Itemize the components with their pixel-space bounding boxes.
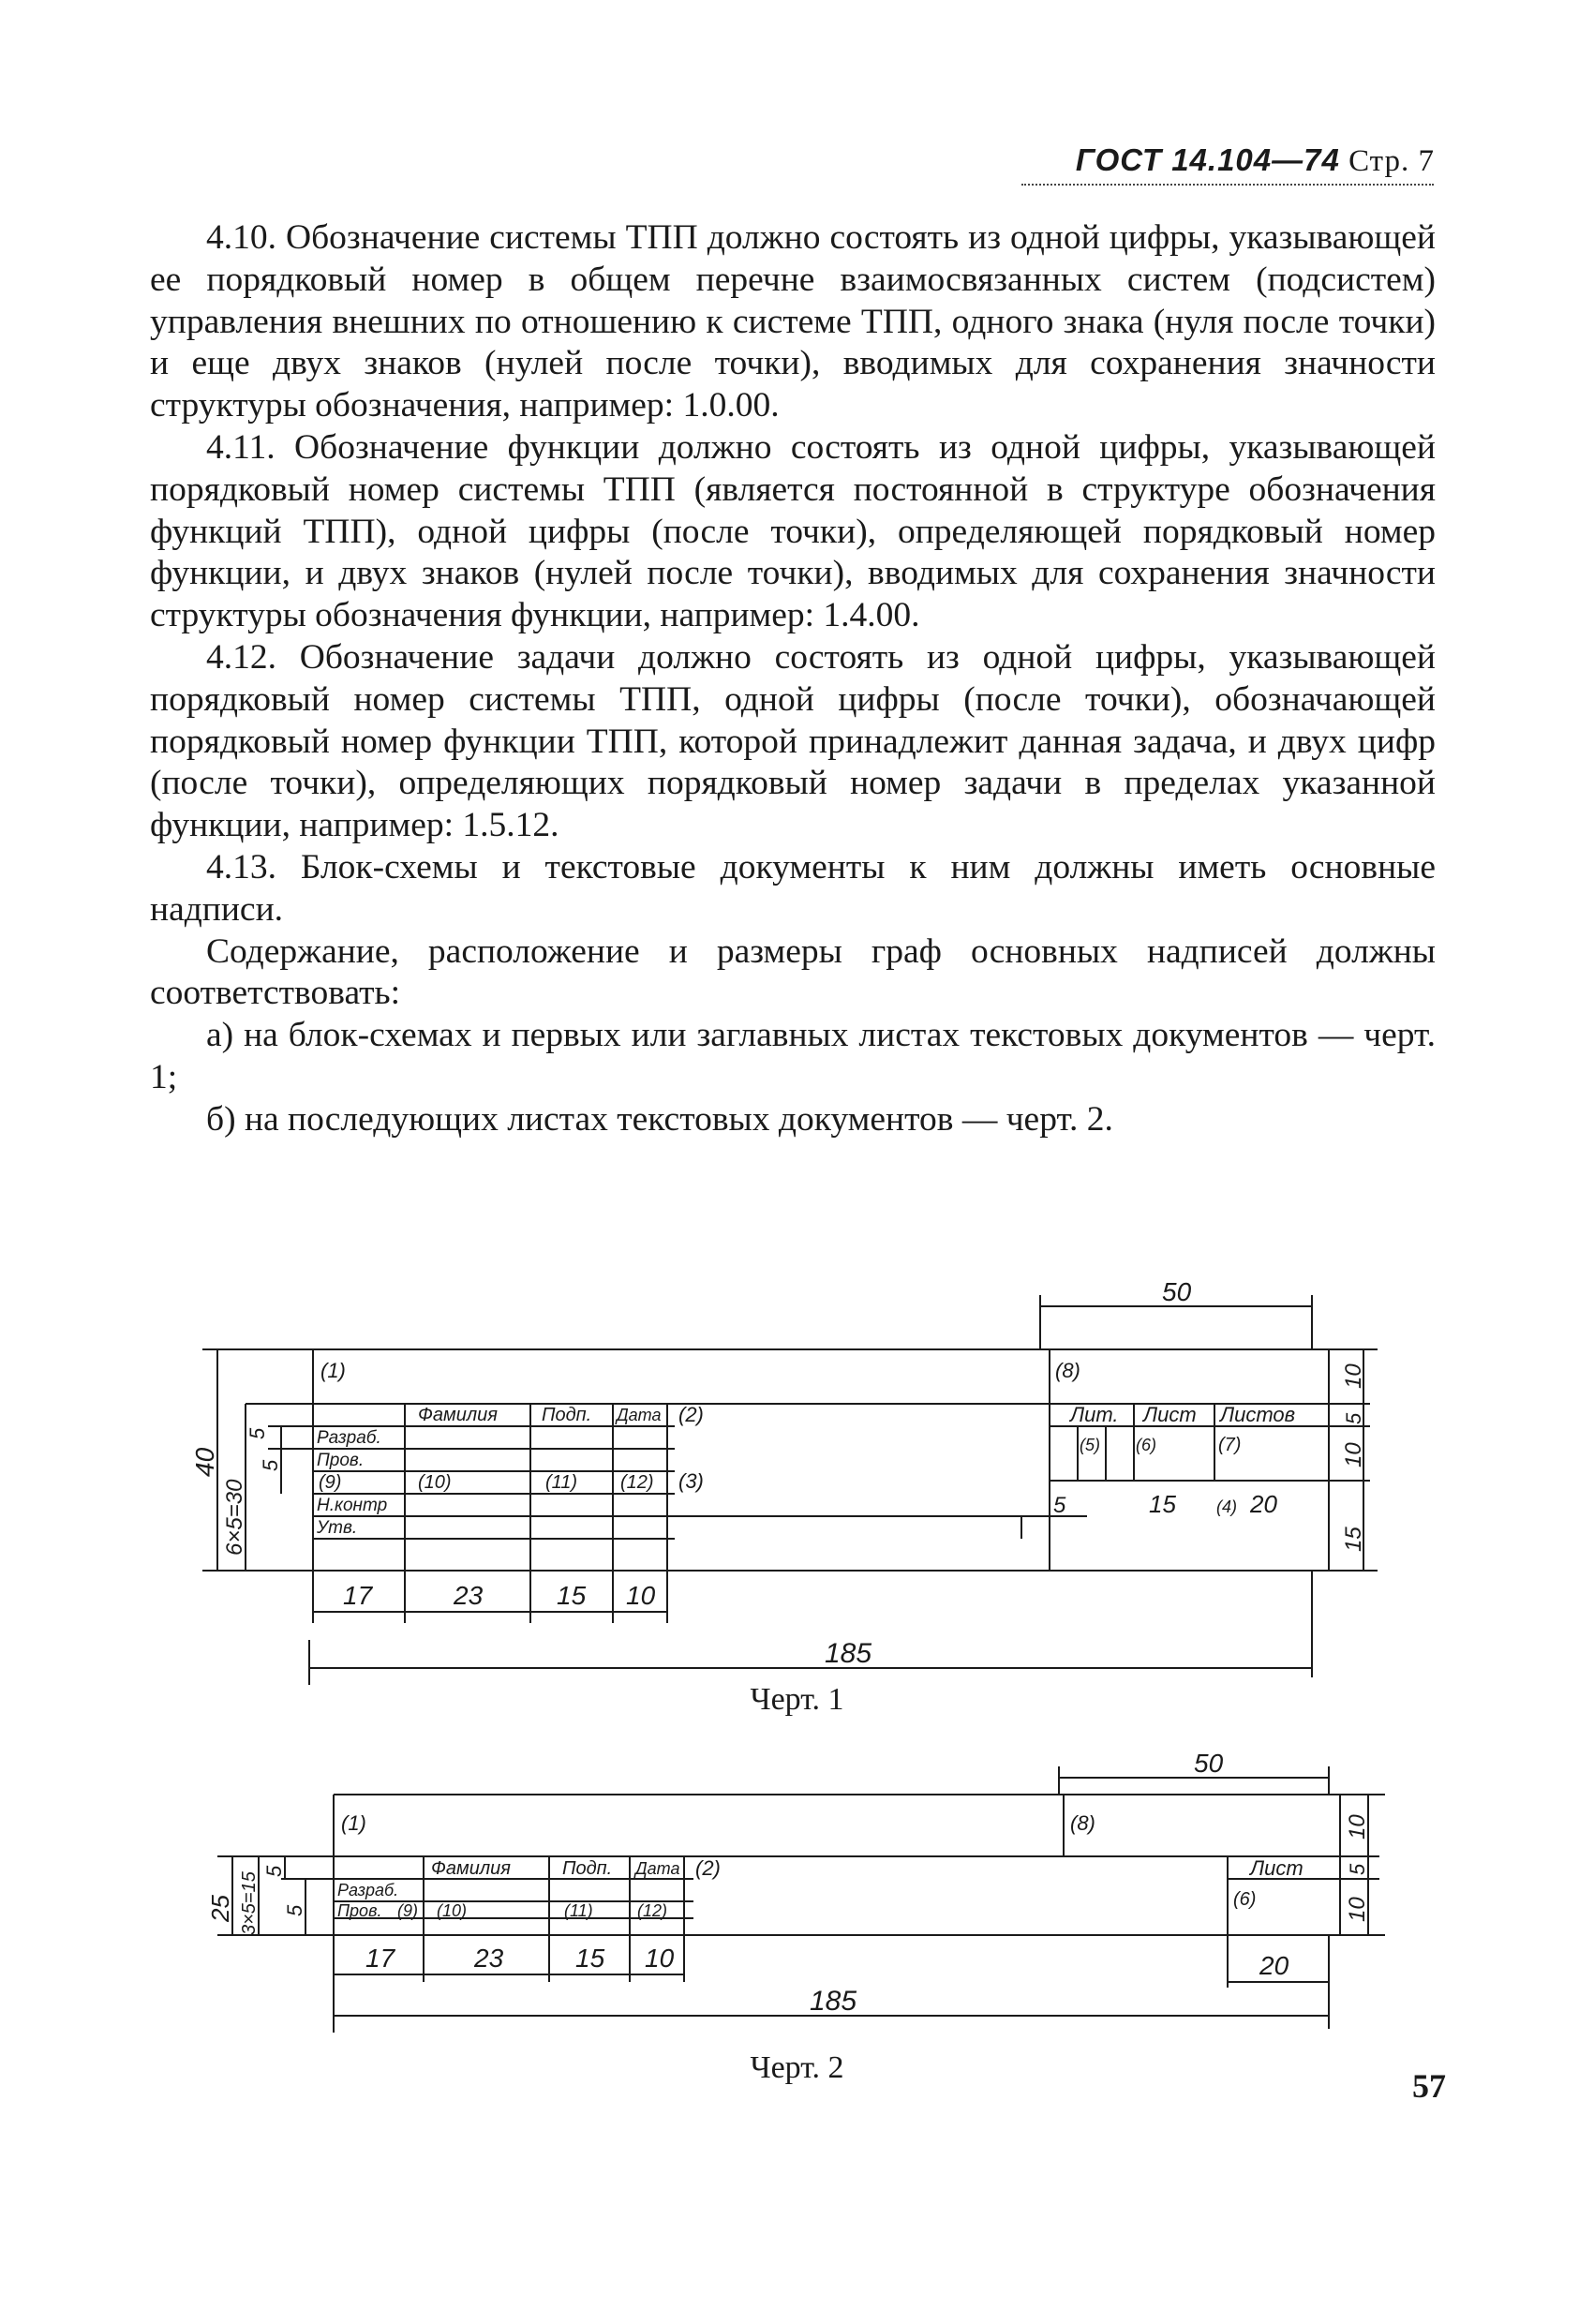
dim-sheets-20: 20 [1250, 1490, 1277, 1518]
col-date: Дата [617, 1406, 662, 1424]
dim-total-185: 185 [825, 1638, 872, 1669]
paragraph-item-a: а) на блок-схемах и первых или заглавных листах текстовых документов — черт. 1; [150, 1016, 1436, 1096]
col-sign: Подп. [542, 1405, 592, 1425]
dim-right-10: 10 [1341, 1363, 1366, 1389]
dim-sheet-15: 15 [1149, 1490, 1176, 1518]
paragraph-4-12: 4.12. Обозначение задачи должно состоять из одной цифры, указывающей порядковый номер системы ТПП, одной цифры (после точки), обозначающей порядковый номер функции ТПП, которой принадлежит данная задача, и двух цифр (после точки), определяющих порядковый номер задачи в пределах указанной функции, например: 1.5.12. [150, 637, 1436, 845]
dim-col-17: 17 [343, 1581, 373, 1610]
paragraph-4-10: 4.10. Обозначение системы ТПП должно состоять из одной цифры, указывающей ее порядковый номер в общем перечне взаимосвязанных систем (подсистем) управления внешних по отношению к системе ТПП, одного знака (нуля после точки) и еще двух знаков (нулей после точки), вводимых для сохранения значности структуры обозначения, например: 1.0.00. [150, 218, 1436, 425]
figure-2-caption: Черт. 2 [750, 2050, 844, 2085]
dim-left-30: 6×5=30 [222, 1479, 247, 1556]
fig2-dim-left-15: 3×5=15 [239, 1871, 260, 1935]
field-6-label: (6) [1136, 1436, 1156, 1454]
field-9-label: (9) [319, 1472, 342, 1493]
field-3-label: (3) [678, 1469, 704, 1493]
row-approved: Утв. [317, 1518, 358, 1538]
title-block-drawing-2 [0, 1738, 1594, 2048]
fig2-field-11-label: (11) [564, 1901, 593, 1920]
page-number: 57 [1412, 2067, 1446, 2105]
fig2-dim-col-17: 17 [365, 1944, 395, 1973]
fig2-dim-col-10: 10 [645, 1944, 675, 1973]
dim-col-10: 10 [626, 1581, 656, 1610]
fig2-field-1-label: (1) [341, 1811, 366, 1835]
fig2-dim-col-23: 23 [474, 1944, 504, 1973]
fig2-dim-left-25: 25 [206, 1895, 234, 1922]
field-7-label: (7) [1218, 1435, 1242, 1455]
fig2-field-8-label: (8) [1070, 1811, 1095, 1835]
fig2-dim-left-5a: 5 [262, 1865, 286, 1877]
fig2-row-checked: Пров. [337, 1901, 382, 1920]
standard-number: ГОСТ 14.104—74 [1075, 142, 1340, 177]
paragraph-4-13: 4.13. Блок-схемы и текстовые документы к ним должны иметь основные надписи. [150, 847, 1436, 929]
dim-right-5: 5 [1342, 1412, 1365, 1424]
page-label: Стр. 7 [1348, 144, 1435, 178]
row-developed: Разраб. [317, 1428, 381, 1448]
body-text [150, 217, 1436, 1141]
field-11-label: (11) [545, 1472, 578, 1493]
row-checked: Пров. [317, 1451, 365, 1470]
fig2-dim-right-5: 5 [1346, 1863, 1369, 1875]
fig2-field-9-label: (9) [397, 1901, 418, 1920]
dim-col-15: 15 [557, 1581, 587, 1610]
dim-left-40: 40 [190, 1447, 219, 1477]
fig2-row-developed: Разраб. [337, 1881, 399, 1899]
fig2-col-sheet: Лист [1250, 1856, 1304, 1880]
fig2-dim-right-10: 10 [1345, 1814, 1370, 1840]
figure-2 [0, 1738, 1594, 2048]
field-5-label: (5) [1080, 1436, 1100, 1454]
dim-right-10b: 10 [1341, 1442, 1366, 1467]
page-header [1076, 142, 1435, 179]
fig2-field-12-label: (12) [637, 1901, 668, 1920]
fig2-col-surname: Фамилия [431, 1858, 511, 1879]
col-lit: Лит. [1070, 1403, 1119, 1426]
dim-top-50: 50 [1162, 1277, 1192, 1306]
fig2-dim-right-10b: 10 [1345, 1897, 1370, 1922]
fig2-dim-col-15: 15 [575, 1944, 605, 1973]
fig2-field-2-label: (2) [695, 1856, 721, 1880]
field-10-label: (10) [418, 1472, 452, 1493]
fig2-dim-sheet-20: 20 [1259, 1951, 1289, 1980]
fig2-col-sign: Подп. [562, 1858, 613, 1879]
col-surname: Фамилия [418, 1405, 498, 1425]
paragraph-contents: Содержание, расположение и размеры граф основных надписей должны соответствовать: [150, 931, 1436, 1013]
dim-left-5b: 5 [259, 1459, 282, 1471]
fig2-col-date: Дата [635, 1859, 680, 1878]
field-12-label: (12) [620, 1472, 654, 1493]
field-8-label: (8) [1055, 1359, 1080, 1382]
dim-col-23: 23 [454, 1581, 484, 1610]
figure-1-caption: Черт. 1 [750, 1682, 844, 1717]
fig2-dim-left-5b: 5 [283, 1904, 306, 1916]
fig2-dim-total-185: 185 [810, 1986, 857, 2017]
fig2-dim-top-50: 50 [1194, 1749, 1224, 1778]
row-norm-control: Н.контр [317, 1496, 388, 1515]
fig2-field-10-label: (10) [437, 1901, 468, 1920]
field-2-label: (2) [678, 1403, 704, 1426]
dim-right-15: 15 [1341, 1527, 1366, 1552]
paragraph-4-11: 4.11. Обозначение функции должно состоять из одной цифры, указывающей порядковый номер системы ТПП (является постоянной в структуре обозначения функций ТПП), одной цифры (после точки), определяющей порядковый номер функции, и двух знаков (нулей после точки), вводимых для сохранения значности структуры обозначения функции, например: 1.4.00. [150, 427, 1436, 635]
col-sheets: Листов [1220, 1403, 1296, 1426]
header-rule [1021, 184, 1434, 186]
dim-lit-5: 5 [1053, 1493, 1066, 1518]
col-sheet: Лист [1143, 1403, 1197, 1426]
paragraph-item-b: б) на последующих листах текстовых документов — черт. 2. [206, 1099, 1113, 1139]
title-block-drawing-1 [0, 1274, 1594, 1696]
field-4-label: (4) [1216, 1497, 1237, 1516]
fig2-field-6-label: (6) [1233, 1889, 1257, 1910]
dim-left-5a: 5 [246, 1427, 269, 1439]
field-1-label: (1) [320, 1359, 346, 1382]
figure-1 [0, 1274, 1594, 1696]
